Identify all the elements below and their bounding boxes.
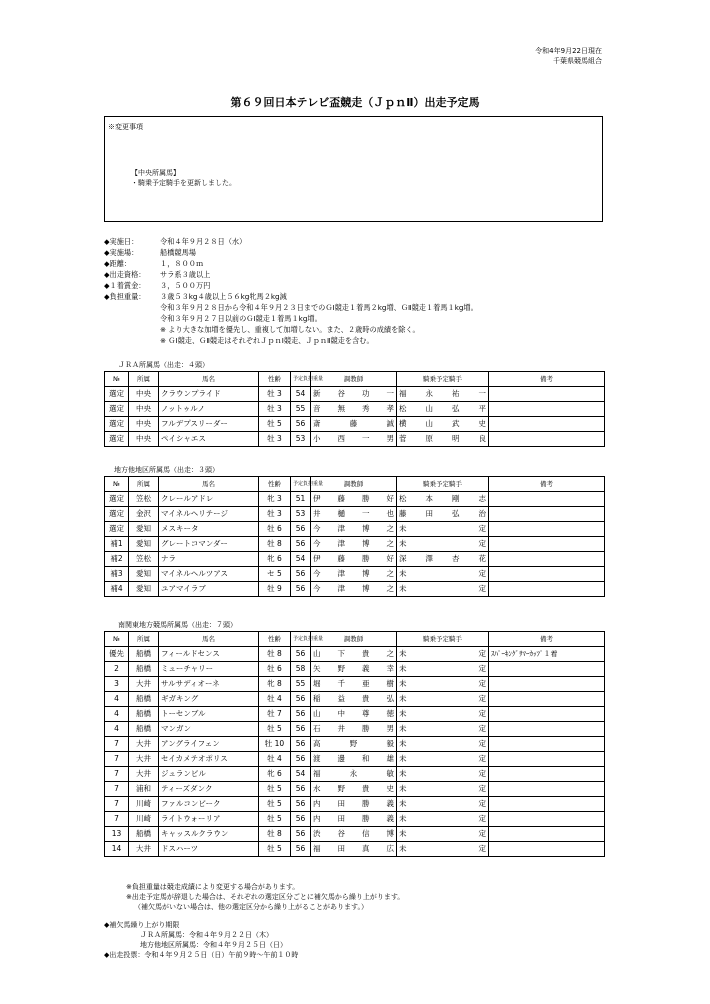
row-weight: 56	[291, 752, 311, 767]
table-row	[105, 402, 605, 417]
row-sex-age: 牡 3	[259, 432, 291, 447]
table-row	[105, 827, 605, 842]
row-horse-name: マイネルヘリテージ	[159, 507, 259, 522]
row-remarks	[489, 417, 605, 432]
row-affiliation: 大井	[129, 752, 159, 767]
row-affiliation: 大井	[129, 737, 159, 752]
row-horse-name: ドスハーツ	[159, 842, 259, 857]
row-jockey: 松 本 剛 志	[397, 492, 489, 507]
row-horse-name: ミューチャリー	[159, 662, 259, 677]
row-sex-age: 牝 3	[259, 492, 291, 507]
row-affiliation: 愛知	[129, 582, 159, 597]
row-sex-age: 牡 6	[259, 662, 291, 677]
venue-value: 船橋競馬場	[160, 248, 196, 257]
deadline-heading: ◆補欠馬繰り上がり期限	[104, 921, 180, 929]
deadline-local: 地方他地区所属馬：令和４年９月２５日（日）	[140, 941, 287, 949]
row-trainer: 新 谷 功 一	[311, 387, 397, 402]
row-horse-name: メスキータ	[159, 522, 259, 537]
table-row	[105, 737, 605, 752]
issuer-org: 千葉県競馬組合	[553, 57, 602, 65]
row-no: 7	[105, 797, 129, 812]
row-weight: 56	[291, 417, 311, 432]
col-jockey: 騎乗予定騎手	[397, 372, 489, 387]
minami-kanto-table-caption: 南関東地方競馬所属馬（出走：７頭）	[118, 621, 237, 629]
row-affiliation: 船橋	[129, 707, 159, 722]
row-no: 選定	[105, 492, 129, 507]
row-remarks	[489, 692, 605, 707]
row-sex-age: 牡 9	[259, 582, 291, 597]
row-jockey: 福 永 祐 一	[397, 387, 489, 402]
row-jockey: 未 定	[397, 842, 489, 857]
col-jockey: 騎乗予定騎手	[397, 632, 489, 647]
date-label: ◆実施日：	[104, 237, 139, 246]
row-affiliation: 愛知	[129, 537, 159, 552]
local-horse-table	[104, 476, 605, 597]
row-trainer: 堀 千 亜 樹	[311, 677, 397, 692]
col-affiliation: 所属	[129, 632, 159, 647]
row-affiliation: 船橋	[129, 692, 159, 707]
row-no: 13	[105, 827, 129, 842]
table-row	[105, 677, 605, 692]
col-jockey: 騎乗予定騎手	[397, 477, 489, 492]
local-table-caption: 地方他地区所属馬（出走：３頭）	[114, 466, 219, 474]
col-horse: 馬名	[159, 632, 259, 647]
row-sex-age: 牝 6	[259, 767, 291, 782]
row-weight: 56	[291, 827, 311, 842]
row-weight: 53	[291, 432, 311, 447]
row-jockey: 横 山 武 史	[397, 417, 489, 432]
row-jockey: 未 定	[397, 782, 489, 797]
row-horse-name: ファルコンビーク	[159, 797, 259, 812]
row-weight: 56	[291, 707, 311, 722]
row-no: 7	[105, 737, 129, 752]
row-weight: 56	[291, 812, 311, 827]
row-sex-age: 牡 5	[259, 812, 291, 827]
row-jockey: 未 定	[397, 767, 489, 782]
row-no: 7	[105, 782, 129, 797]
table-row	[105, 432, 605, 447]
row-horse-name: ギガキング	[159, 692, 259, 707]
row-jockey: 未 定	[397, 752, 489, 767]
row-sex-age: 牡 5	[259, 417, 291, 432]
row-no: 選定	[105, 522, 129, 537]
row-remarks	[489, 812, 605, 827]
row-jockey: 未 定	[397, 647, 489, 662]
row-weight: 55	[291, 402, 311, 417]
col-horse: 馬名	[159, 477, 259, 492]
row-remarks	[489, 827, 605, 842]
row-no: 選定	[105, 507, 129, 522]
row-trainer: 伊 藤 勝 好	[311, 492, 397, 507]
row-remarks	[489, 797, 605, 812]
row-no: 4	[105, 722, 129, 737]
row-weight: 56	[291, 842, 311, 857]
row-sex-age: 牝 8	[259, 677, 291, 692]
row-horse-name: マンガン	[159, 722, 259, 737]
weight-line: ※ ＧⅠ競走、ＧⅡ競走はそれぞれＪｐｎⅠ競走、ＪｐｎⅡ競走を含む。	[160, 336, 374, 345]
prize-value: ３，５００万円	[160, 281, 211, 290]
row-remarks	[489, 522, 605, 537]
row-horse-name: マイネルヘルツアス	[159, 567, 259, 582]
col-remarks: 備考	[489, 477, 605, 492]
issuer-block	[520, 46, 602, 66]
row-sex-age: 牝 6	[259, 552, 291, 567]
row-no: 選定	[105, 387, 129, 402]
col-affiliation: 所属	[129, 477, 159, 492]
row-affiliation: 川崎	[129, 797, 159, 812]
row-horse-name: クレールアドレ	[159, 492, 259, 507]
row-trainer: 伊 藤 勝 好	[311, 552, 397, 567]
row-affiliation: 笠松	[129, 492, 159, 507]
row-horse-name: ユアマイラブ	[159, 582, 259, 597]
row-jockey: 菅 原 明 良	[397, 432, 489, 447]
issue-date: 令和4年9月22日現在	[535, 47, 602, 55]
row-affiliation: 川崎	[129, 812, 159, 827]
row-no: 補2	[105, 552, 129, 567]
row-no: 優先	[105, 647, 129, 662]
row-remarks	[489, 432, 605, 447]
row-jockey: 未 定	[397, 827, 489, 842]
row-no: 4	[105, 707, 129, 722]
row-no: 7	[105, 767, 129, 782]
row-jockey: 未 定	[397, 692, 489, 707]
table-body	[105, 647, 605, 857]
row-no: 選定	[105, 432, 129, 447]
row-sex-age: 牡 5	[259, 842, 291, 857]
row-affiliation: 金沢	[129, 507, 159, 522]
table-row	[105, 507, 605, 522]
notice-line: ・騎乗予定騎手を更新しました。	[131, 179, 236, 187]
row-affiliation: 笠松	[129, 552, 159, 567]
jra-horse-table	[104, 371, 605, 447]
row-trainer: 石 井 勝 男	[311, 722, 397, 737]
row-jockey: 未 定	[397, 812, 489, 827]
row-sex-age: 牡 6	[259, 522, 291, 537]
table-row	[105, 722, 605, 737]
row-trainer: 斎 藤 誠	[311, 417, 397, 432]
col-trainer: 調教師	[311, 477, 397, 492]
distance-label: ◆距離：	[104, 259, 132, 268]
weight-line: 令和３年９月２８日から令和４年９月２３日までのＧⅠ競走１着馬２kg増、ＧⅡ競走１着馬１kg増。	[160, 303, 478, 312]
row-trainer: 稲 益 貴 弘	[311, 692, 397, 707]
row-weight: 53	[291, 507, 311, 522]
row-remarks	[489, 767, 605, 782]
minami-kanto-horse-table	[104, 631, 605, 857]
table-row	[105, 797, 605, 812]
row-sex-age: 牡 10	[259, 737, 291, 752]
col-remarks: 備考	[489, 632, 605, 647]
row-no: 補3	[105, 567, 129, 582]
col-no: №	[105, 632, 129, 647]
row-no: 14	[105, 842, 129, 857]
row-jockey: 未 定	[397, 537, 489, 552]
row-weight: 56	[291, 647, 311, 662]
row-trainer: 内 田 勝 義	[311, 812, 397, 827]
row-sex-age: 牡 8	[259, 537, 291, 552]
row-horse-name: ペイシャエス	[159, 432, 259, 447]
row-horse-name: セイカメテオポリス	[159, 752, 259, 767]
row-sex-age: 牡 4	[259, 692, 291, 707]
venue-label: ◆実施場：	[104, 248, 139, 257]
row-sex-age: 牡 5	[259, 797, 291, 812]
table-row	[105, 752, 605, 767]
col-sex-age: 性齢	[259, 632, 291, 647]
row-trainer: 山 中 尊 徳	[311, 707, 397, 722]
prize-label: ◆１着賞金：	[104, 281, 146, 290]
col-sex-age: 性齢	[259, 372, 291, 387]
row-no: 補1	[105, 537, 129, 552]
row-trainer: 今 津 博 之	[311, 582, 397, 597]
row-affiliation: 中央	[129, 387, 159, 402]
row-remarks	[489, 677, 605, 692]
table-row	[105, 842, 605, 857]
row-trainer: 渋 谷 信 博	[311, 827, 397, 842]
col-trainer: 調教師	[311, 372, 397, 387]
table-header	[105, 477, 605, 492]
row-remarks	[489, 662, 605, 677]
weight-line: ※ より大きな加増を優先し、重複して加増しない。また、２歳時の成績を除く。	[160, 325, 420, 334]
row-remarks	[489, 537, 605, 552]
table-row	[105, 492, 605, 507]
table-row	[105, 417, 605, 432]
row-sex-age: 牡 8	[259, 647, 291, 662]
row-trainer: 高 野 毅	[311, 737, 397, 752]
row-no: 4	[105, 692, 129, 707]
row-horse-name: フルデプスリーダー	[159, 417, 259, 432]
table-row	[105, 387, 605, 402]
table-header	[105, 632, 605, 647]
row-horse-name: ナラ	[159, 552, 259, 567]
row-jockey: 未 定	[397, 582, 489, 597]
row-remarks	[489, 492, 605, 507]
row-horse-name: フィールドセンス	[159, 647, 259, 662]
row-no: 選定	[105, 417, 129, 432]
row-jockey: 未 定	[397, 737, 489, 752]
table-header	[105, 372, 605, 387]
row-horse-name: キャッスルクラウン	[159, 827, 259, 842]
row-horse-name: アングライフェン	[159, 737, 259, 752]
table-row	[105, 662, 605, 677]
row-weight: 54	[291, 552, 311, 567]
row-affiliation: 船橋	[129, 722, 159, 737]
row-remarks	[489, 752, 605, 767]
row-jockey: 未 定	[397, 662, 489, 677]
row-weight: 56	[291, 797, 311, 812]
table-row	[105, 782, 605, 797]
row-sex-age: 牡 3	[259, 402, 291, 417]
row-weight: 55	[291, 677, 311, 692]
row-weight: 56	[291, 522, 311, 537]
table-row	[105, 812, 605, 827]
entry-voting: ◆出走投票：令和４年９月２５日（日）午前９時～午前１０時	[104, 951, 299, 959]
row-affiliation: 愛知	[129, 567, 159, 582]
row-sex-age: 牡 3	[259, 387, 291, 402]
row-weight: 56	[291, 567, 311, 582]
row-affiliation: 大井	[129, 677, 159, 692]
row-horse-name: グレートコマンダー	[159, 537, 259, 552]
row-remarks	[489, 507, 605, 522]
table-body	[105, 492, 605, 597]
row-no: 7	[105, 812, 129, 827]
row-remarks	[489, 707, 605, 722]
row-trainer: 小 西 一 男	[311, 432, 397, 447]
date-value: 令和４年９月２８日（水）	[160, 237, 247, 246]
weight-line: ３歳５３kg４歳以上５６kg牝馬２kg減	[160, 292, 287, 301]
row-horse-name: ライトウォーリア	[159, 812, 259, 827]
row-remarks	[489, 737, 605, 752]
row-horse-name: クラウンプライド	[159, 387, 259, 402]
col-no: №	[105, 477, 129, 492]
page-title: 第６９回日本テレビ盃競走（ＪｐｎⅡ）出走予定馬	[230, 96, 480, 109]
row-trainer: 福 田 真 広	[311, 842, 397, 857]
col-weight: 予定負担重量	[291, 372, 311, 387]
table-row	[105, 582, 605, 597]
col-remarks: 備考	[489, 372, 605, 387]
row-affiliation: 船橋	[129, 827, 159, 842]
row-sex-age: 牡 5	[259, 782, 291, 797]
row-jockey: 松 山 弘 平	[397, 402, 489, 417]
row-no: 7	[105, 752, 129, 767]
weight-line: 令和３年９月２７日以前のＧⅠ競走１着馬１kg増。	[160, 314, 322, 323]
row-remarks	[489, 387, 605, 402]
change-notice-box	[104, 116, 603, 222]
notice-line: 【中央所属馬】	[131, 169, 180, 177]
col-weight: 予定負担重量	[291, 477, 311, 492]
col-no: №	[105, 372, 129, 387]
notice-heading: ※変更事項	[108, 123, 143, 131]
row-sex-age: 牡 8	[259, 827, 291, 842]
row-affiliation: 愛知	[129, 522, 159, 537]
deadline-jra: ＪＲＡ所属馬：令和４年９月２２日（木）	[140, 931, 273, 939]
row-affiliation: 浦和	[129, 782, 159, 797]
row-trainer: 音 無 秀 孝	[311, 402, 397, 417]
row-affiliation: 大井	[129, 842, 159, 857]
row-jockey: 未 定	[397, 567, 489, 582]
row-weight: 54	[291, 767, 311, 782]
table-row	[105, 692, 605, 707]
col-trainer: 調教師	[311, 632, 397, 647]
row-jockey: 未 定	[397, 677, 489, 692]
table-row	[105, 707, 605, 722]
row-affiliation: 大井	[129, 767, 159, 782]
row-trainer: 渡 邊 和 雄	[311, 752, 397, 767]
table-row	[105, 647, 605, 662]
row-jockey: 未 定	[397, 722, 489, 737]
row-remarks	[489, 552, 605, 567]
row-trainer: 矢 野 義 幸	[311, 662, 397, 677]
row-jockey: 未 定	[397, 522, 489, 537]
row-weight: 56	[291, 782, 311, 797]
row-no: 補4	[105, 582, 129, 597]
row-affiliation: 中央	[129, 432, 159, 447]
col-horse: 馬名	[159, 372, 259, 387]
row-remarks	[489, 722, 605, 737]
row-remarks	[489, 782, 605, 797]
eligibility-value: サラ系３歳以上	[160, 270, 211, 279]
col-sex-age: 性齢	[259, 477, 291, 492]
row-affiliation: 船橋	[129, 647, 159, 662]
row-horse-name: ジュランビル	[159, 767, 259, 782]
col-affiliation: 所属	[129, 372, 159, 387]
row-trainer: 今 津 博 之	[311, 537, 397, 552]
row-weight: 51	[291, 492, 311, 507]
distance-value: １，８００ｍ	[160, 259, 204, 268]
row-trainer: 水 野 貴 史	[311, 782, 397, 797]
row-sex-age: 牡 7	[259, 707, 291, 722]
weight-label: ◆負担重量：	[104, 292, 146, 301]
row-weight: 56	[291, 737, 311, 752]
table-row	[105, 567, 605, 582]
row-remarks	[489, 567, 605, 582]
row-trainer: 山 下 貴 之	[311, 647, 397, 662]
row-trainer: 今 津 博 之	[311, 567, 397, 582]
table-row	[105, 522, 605, 537]
row-no: 3	[105, 677, 129, 692]
footnote: ※出走予定馬が辞退した場合は、それぞれの選定区分ごとに補欠馬から繰り上がります。	[126, 893, 405, 901]
row-weight: 56	[291, 582, 311, 597]
row-weight: 56	[291, 692, 311, 707]
row-jockey: 未 定	[397, 707, 489, 722]
footnote: （補欠馬がいない場合は、他の選定区分から繰り上がることがあります。）	[134, 903, 368, 911]
row-sex-age: 牡 4	[259, 752, 291, 767]
row-trainer: 今 津 博 之	[311, 522, 397, 537]
row-weight: 54	[291, 387, 311, 402]
row-trainer: 内 田 勝 義	[311, 797, 397, 812]
row-remarks	[489, 582, 605, 597]
row-remarks	[489, 842, 605, 857]
row-remarks	[489, 402, 605, 417]
row-no: 2	[105, 662, 129, 677]
row-horse-name: サルサディオーネ	[159, 677, 259, 692]
row-weight: 56	[291, 537, 311, 552]
row-affiliation: 中央	[129, 402, 159, 417]
row-sex-age: 牡 5	[259, 722, 291, 737]
row-affiliation: 船橋	[129, 662, 159, 677]
eligibility-label: ◆出走資格：	[104, 270, 146, 279]
row-jockey: 深 澤 杏 花	[397, 552, 489, 567]
row-affiliation: 中央	[129, 417, 159, 432]
row-sex-age: セ 5	[259, 567, 291, 582]
table-row	[105, 767, 605, 782]
row-jockey: 未 定	[397, 797, 489, 812]
table-body	[105, 387, 605, 447]
row-remarks: ｽﾊﾟｰｷﾝｸﾞｻﾏｰｶｯﾌﾟ１着	[489, 647, 605, 662]
row-weight: 58	[291, 662, 311, 677]
table-row	[105, 552, 605, 567]
row-jockey: 藤 田 弘 治	[397, 507, 489, 522]
jra-table-caption: ＪＲＡ所属馬（出走：４頭）	[118, 361, 209, 369]
row-weight: 56	[291, 722, 311, 737]
row-horse-name: ノットゥルノ	[159, 402, 259, 417]
col-weight: 予定負担重量	[291, 632, 311, 647]
row-horse-name: ティーズダンク	[159, 782, 259, 797]
row-sex-age: 牡 3	[259, 507, 291, 522]
footnote: ※負担重量は競走成績により変更する場合があります。	[126, 883, 300, 891]
table-row	[105, 537, 605, 552]
row-no: 選定	[105, 402, 129, 417]
row-horse-name: トーセンブル	[159, 707, 259, 722]
row-trainer: 井 樋 一 也	[311, 507, 397, 522]
row-trainer: 福 永 敏	[311, 767, 397, 782]
